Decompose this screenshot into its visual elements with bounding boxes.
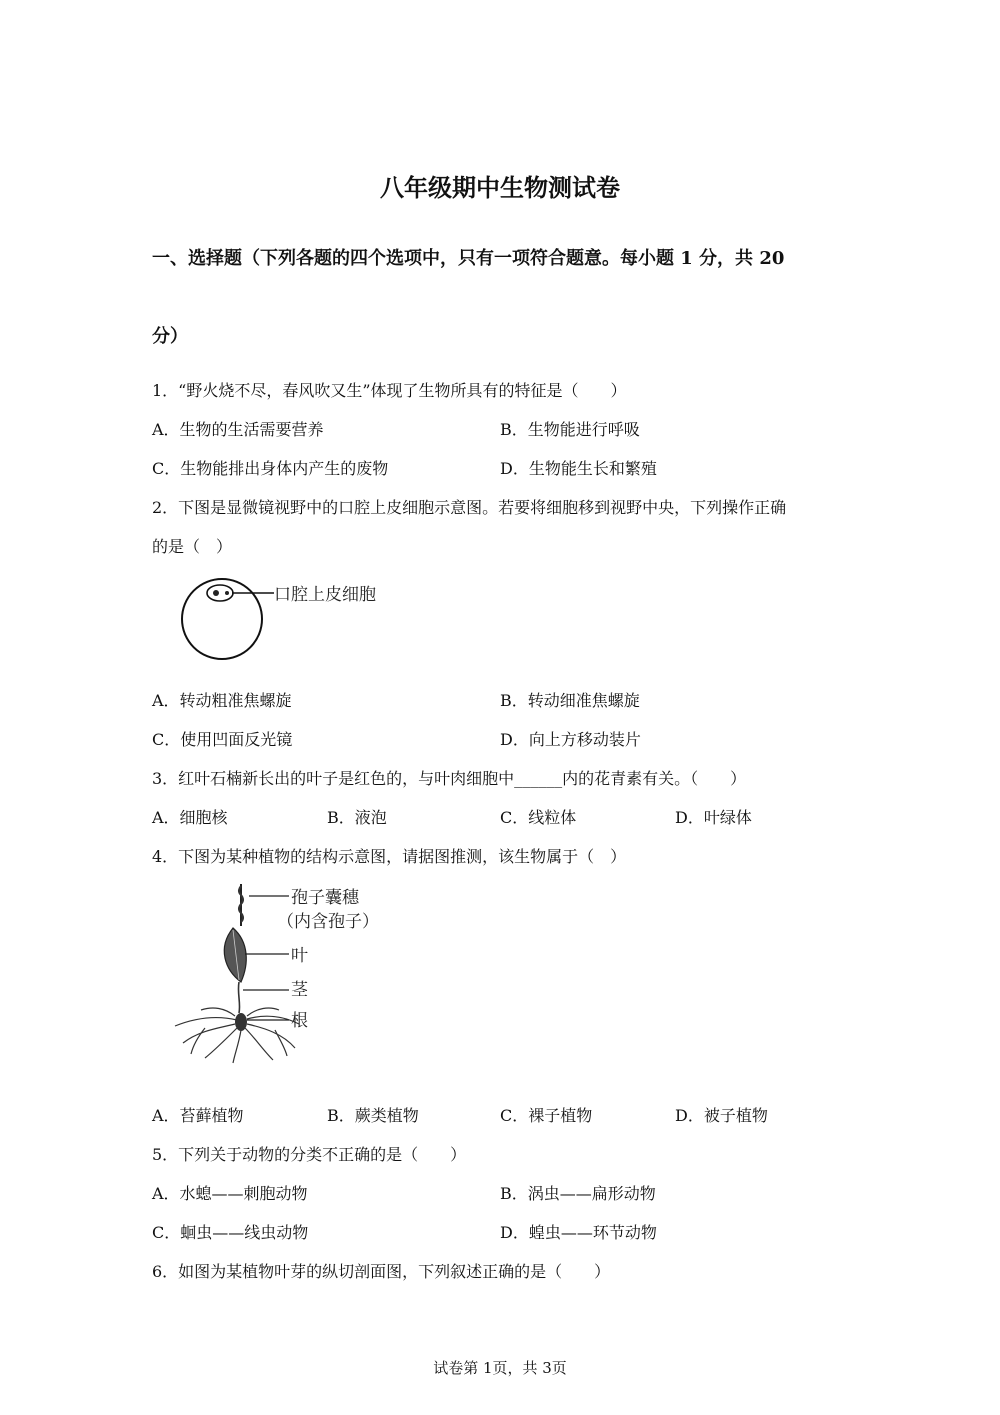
question-5-option-d: D．蝗虫——环节动物 bbox=[500, 1223, 657, 1242]
cell-label: 口腔上皮细胞 bbox=[274, 585, 376, 605]
question-5-option-b: B．涡虫——扁形动物 bbox=[500, 1184, 656, 1203]
question-3-option-b: B．液泡 bbox=[327, 808, 387, 827]
fern-plant-figure bbox=[165, 878, 405, 1068]
question-1-stem: 1．“野火烧不尽，春风吹又生”体现了生物所具有的特征是（ ） bbox=[152, 381, 627, 400]
label-spore-note: （内含孢子） bbox=[277, 912, 379, 932]
question-5-stem: 5．下列关于动物的分类不正确的是（ ） bbox=[152, 1145, 467, 1164]
cell-nucleus bbox=[213, 590, 219, 596]
question-1-option-d: D．生物能生长和繁殖 bbox=[500, 459, 657, 478]
page-footer: 试卷第 1页，共 3页 bbox=[433, 1359, 567, 1377]
leaf-shape bbox=[224, 928, 246, 982]
question-3-option-d: D．叶绿体 bbox=[675, 808, 752, 827]
cheek-cell-figure bbox=[170, 570, 410, 670]
question-2-stem-line2: 的是（ ） bbox=[152, 537, 233, 556]
question-1-option-b: B．生物能进行呼吸 bbox=[500, 420, 640, 439]
microscope-field-circle bbox=[182, 579, 262, 659]
cell-outline bbox=[207, 585, 233, 601]
question-4-stem: 4．下图为某种植物的结构示意图，请据图推测，该生物属于（ ） bbox=[152, 847, 627, 866]
question-2-option-c: C．使用凹面反光镜 bbox=[152, 730, 293, 749]
label-spore-spike: 孢子囊穗 bbox=[291, 888, 359, 908]
question-3-option-a: A．细胞核 bbox=[152, 808, 228, 827]
question-2-option-d: D．向上方移动装片 bbox=[500, 730, 641, 749]
question-4-option-c: C．裸子植物 bbox=[500, 1106, 593, 1125]
question-2-option-b: B．转动细准焦螺旋 bbox=[500, 691, 640, 710]
question-1-option-c: C．生物能排出身体内产生的废物 bbox=[152, 459, 389, 478]
section-heading-line1: 一、选择题（下列各题的四个选项中，只有一项符合题意。每小题 1 分，共 20 bbox=[152, 248, 785, 269]
question-5-option-c: C．蛔虫——线虫动物 bbox=[152, 1223, 309, 1242]
question-3-option-c: C．线粒体 bbox=[500, 808, 577, 827]
question-1-option-a: A．生物的生活需要营养 bbox=[152, 420, 324, 439]
cell-nucleus-2 bbox=[225, 591, 229, 595]
question-3-stem: 3．红叶石楠新长出的叶子是红色的，与叶肉细胞中______内的花青素有关。（ ） bbox=[152, 769, 747, 788]
question-4-option-a: A．苔藓植物 bbox=[152, 1106, 244, 1125]
question-6-stem: 6．如图为某植物叶芽的纵切剖面图，下列叙述正确的是（ ） bbox=[152, 1262, 611, 1281]
page-title: 八年级期中生物测试卷 bbox=[380, 173, 620, 202]
question-2-stem-line1: 2．下图是显微镜视野中的口腔上皮细胞示意图。若要将细胞移到视野中央，下列操作正确 bbox=[152, 498, 787, 517]
section-heading-line2: 分） bbox=[152, 326, 188, 347]
question-4-option-d: D．被子植物 bbox=[675, 1106, 768, 1125]
label-stem: 茎 bbox=[291, 980, 308, 1000]
stem-shape bbox=[238, 982, 239, 1013]
question-5-option-a: A．水螅——刺胞动物 bbox=[152, 1184, 308, 1203]
label-leaf: 叶 bbox=[291, 946, 308, 966]
question-4-option-b: B．蕨类植物 bbox=[327, 1106, 419, 1125]
question-2-option-a: A．转动粗准焦螺旋 bbox=[152, 691, 292, 710]
label-root: 根 bbox=[291, 1011, 308, 1031]
